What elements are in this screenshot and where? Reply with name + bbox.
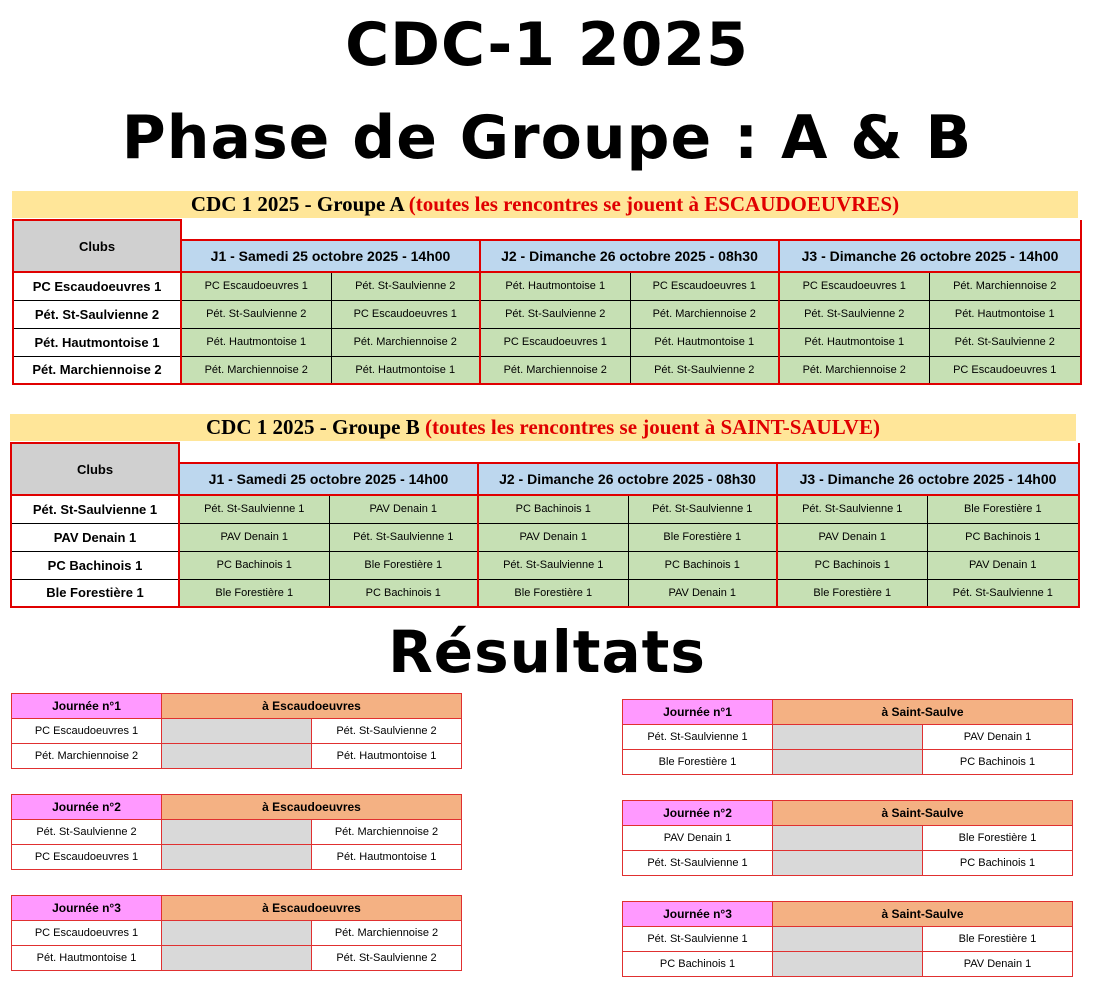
- results-title: Résultats: [388, 618, 706, 686]
- table-row: [13, 300, 1081, 328]
- table-row: [623, 750, 1073, 775]
- day-header-3: J3 - Dimanche 26 octobre 2025 - 14h00: [779, 240, 1081, 272]
- table-row: [13, 328, 1081, 356]
- venue-label: à Saint-Saulve: [773, 700, 1073, 725]
- group-b-schedule-table: [10, 442, 1080, 608]
- results-table-b-day-1: [622, 699, 1073, 775]
- away-team: PC Bachinois 1: [923, 750, 1073, 775]
- results-table-b-day-2: [622, 800, 1073, 876]
- score-cell[interactable]: [773, 826, 923, 851]
- results-table-a-day-1: [11, 693, 462, 769]
- match-cell: Ble Forestière 1: [329, 551, 478, 579]
- match-cell: Pét. St-Saulvienne 2: [480, 300, 630, 328]
- match-cell: Ble Forestière 1: [628, 523, 777, 551]
- club-name: Pét. St-Saulvienne 2: [13, 300, 181, 328]
- day-label: Journée n°2: [12, 795, 162, 820]
- club-name: Pét. St-Saulvienne 1: [11, 495, 179, 523]
- away-team: Pét. Marchiennoise 2: [312, 820, 462, 845]
- score-cell[interactable]: [162, 946, 312, 971]
- clubs-header: Clubs: [13, 220, 181, 272]
- match-cell: Pét. St-Saulvienne 1: [927, 579, 1079, 607]
- results-table-a-day-3: [11, 895, 462, 971]
- club-name: Pét. Marchiennoise 2: [13, 356, 181, 384]
- score-cell[interactable]: [162, 744, 312, 769]
- score-cell[interactable]: [773, 927, 923, 952]
- group-b-banner-location: (toutes les rencontres se jouent à SAINT-SAULVE): [424, 415, 880, 439]
- home-team: Pét. St-Saulvienne 1: [623, 927, 773, 952]
- home-team: PAV Denain 1: [623, 826, 773, 851]
- home-team: PC Escaudoeuvres 1: [12, 921, 162, 946]
- header-spacer: [181, 220, 1081, 240]
- results-table-b-day-3: [622, 901, 1073, 977]
- match-cell: Pét. St-Saulvienne 2: [331, 272, 480, 300]
- table-row: [12, 719, 462, 744]
- match-cell: PAV Denain 1: [478, 523, 628, 551]
- group-a-banner: [12, 191, 1078, 218]
- table-row: [12, 946, 462, 971]
- day-header-2: J2 - Dimanche 26 octobre 2025 - 08h30: [478, 463, 777, 495]
- group-a-banner-title: CDC 1 2025 - Groupe A: [190, 192, 409, 216]
- match-cell: Ble Forestière 1: [927, 495, 1079, 523]
- match-cell: Ble Forestière 1: [478, 579, 628, 607]
- clubs-header: Clubs: [11, 443, 179, 495]
- match-cell: Pét. St-Saulvienne 2: [779, 300, 929, 328]
- score-cell[interactable]: [773, 750, 923, 775]
- group-b-banner: [10, 414, 1076, 441]
- table-row: [13, 356, 1081, 384]
- table-row: [11, 495, 1079, 523]
- table-row: [11, 523, 1079, 551]
- match-cell: PAV Denain 1: [628, 579, 777, 607]
- score-cell[interactable]: [773, 851, 923, 876]
- day-header-2: J2 - Dimanche 26 octobre 2025 - 08h30: [480, 240, 779, 272]
- table-row: [623, 826, 1073, 851]
- match-cell: PAV Denain 1: [329, 495, 478, 523]
- match-cell: PC Escaudoeuvres 1: [630, 272, 779, 300]
- match-cell: Pét. Hautmontoise 1: [331, 356, 480, 384]
- venue-label: à Saint-Saulve: [773, 902, 1073, 927]
- match-cell: PC Bachinois 1: [927, 523, 1079, 551]
- home-team: PC Escaudoeuvres 1: [12, 719, 162, 744]
- day-label: Journée n°3: [623, 902, 773, 927]
- match-cell: PC Escaudoeuvres 1: [480, 328, 630, 356]
- home-team: PC Escaudoeuvres 1: [12, 845, 162, 870]
- match-cell: Pét. Hautmontoise 1: [779, 328, 929, 356]
- club-name: PC Escaudoeuvres 1: [13, 272, 181, 300]
- match-cell: Pét. Hautmontoise 1: [181, 328, 331, 356]
- home-team: Ble Forestière 1: [623, 750, 773, 775]
- away-team: PC Bachinois 1: [923, 851, 1073, 876]
- club-name: PAV Denain 1: [11, 523, 179, 551]
- match-cell: PAV Denain 1: [179, 523, 329, 551]
- home-team: Pét. St-Saulvienne 1: [623, 725, 773, 750]
- match-cell: Pét. St-Saulvienne 2: [630, 356, 779, 384]
- match-cell: PC Bachinois 1: [478, 495, 628, 523]
- score-cell[interactable]: [162, 719, 312, 744]
- away-team: Pét. Hautmontoise 1: [312, 744, 462, 769]
- match-cell: PAV Denain 1: [777, 523, 927, 551]
- table-row: [623, 952, 1073, 977]
- match-cell: PC Escaudoeuvres 1: [779, 272, 929, 300]
- table-row: [11, 551, 1079, 579]
- home-team: Pét. Hautmontoise 1: [12, 946, 162, 971]
- match-cell: Pét. Hautmontoise 1: [480, 272, 630, 300]
- day-header-1: J1 - Samedi 25 octobre 2025 - 14h00: [179, 463, 478, 495]
- match-cell: Pét. St-Saulvienne 1: [478, 551, 628, 579]
- match-cell: Pét. Marchiennoise 2: [779, 356, 929, 384]
- group-b-banner-title: CDC 1 2025 - Groupe B: [206, 415, 425, 439]
- score-cell[interactable]: [773, 952, 923, 977]
- score-cell[interactable]: [162, 820, 312, 845]
- table-row: [12, 921, 462, 946]
- page-subtitle: Phase de Groupe : A & B: [121, 103, 973, 173]
- match-cell: Pét. Marchiennoise 2: [630, 300, 779, 328]
- group-a-schedule-table: [12, 219, 1082, 385]
- match-cell: Ble Forestière 1: [179, 579, 329, 607]
- club-name: Ble Forestière 1: [11, 579, 179, 607]
- match-cell: Pét. St-Saulvienne 1: [628, 495, 777, 523]
- match-cell: PC Escaudoeuvres 1: [929, 356, 1081, 384]
- table-row: [12, 744, 462, 769]
- match-cell: PC Bachinois 1: [628, 551, 777, 579]
- match-cell: Pét. St-Saulvienne 1: [777, 495, 927, 523]
- table-row: [12, 845, 462, 870]
- away-team: Ble Forestière 1: [923, 927, 1073, 952]
- club-name: Pét. Hautmontoise 1: [13, 328, 181, 356]
- venue-label: à Escaudoeuvres: [162, 896, 462, 921]
- table-row: [12, 820, 462, 845]
- away-team: Ble Forestière 1: [923, 826, 1073, 851]
- club-name: PC Bachinois 1: [11, 551, 179, 579]
- away-team: Pét. Marchiennoise 2: [312, 921, 462, 946]
- venue-label: à Escaudoeuvres: [162, 694, 462, 719]
- match-cell: Pét. Marchiennoise 2: [480, 356, 630, 384]
- match-cell: PC Bachinois 1: [329, 579, 478, 607]
- match-cell: Pét. Marchiennoise 2: [181, 356, 331, 384]
- home-team: Pét. St-Saulvienne 2: [12, 820, 162, 845]
- day-label: Journée n°3: [12, 896, 162, 921]
- match-cell: PC Escaudoeuvres 1: [331, 300, 480, 328]
- day-label: Journée n°1: [12, 694, 162, 719]
- match-cell: PC Bachinois 1: [179, 551, 329, 579]
- results-table-a-day-2: [11, 794, 462, 870]
- home-team: Pét. St-Saulvienne 1: [623, 851, 773, 876]
- table-row: [11, 579, 1079, 607]
- group-a-banner-location: (toutes les rencontres se jouent à ESCAUDOEUVRES): [408, 192, 900, 216]
- day-label: Journée n°2: [623, 801, 773, 826]
- day-label: Journée n°1: [623, 700, 773, 725]
- home-team: PC Bachinois 1: [623, 952, 773, 977]
- venue-label: à Saint-Saulve: [773, 801, 1073, 826]
- away-team: PAV Denain 1: [923, 725, 1073, 750]
- match-cell: Pét. Hautmontoise 1: [929, 300, 1081, 328]
- match-cell: Pét. Marchiennoise 2: [929, 272, 1081, 300]
- match-cell: Pét. St-Saulvienne 1: [179, 495, 329, 523]
- table-row: [623, 851, 1073, 876]
- away-team: Pét. St-Saulvienne 2: [312, 719, 462, 744]
- day-header-1: J1 - Samedi 25 octobre 2025 - 14h00: [181, 240, 480, 272]
- score-cell[interactable]: [773, 725, 923, 750]
- header-spacer: [179, 443, 1079, 463]
- table-row: [623, 927, 1073, 952]
- match-cell: Pét. Marchiennoise 2: [331, 328, 480, 356]
- away-team: Pét. Hautmontoise 1: [312, 845, 462, 870]
- match-cell: Pét. St-Saulvienne 2: [181, 300, 331, 328]
- away-team: PAV Denain 1: [923, 952, 1073, 977]
- page-title: CDC-1 2025: [345, 10, 749, 80]
- match-cell: Pét. St-Saulvienne 2: [929, 328, 1081, 356]
- score-cell[interactable]: [162, 845, 312, 870]
- match-cell: Ble Forestière 1: [777, 579, 927, 607]
- away-team: Pét. St-Saulvienne 2: [312, 946, 462, 971]
- match-cell: PC Bachinois 1: [777, 551, 927, 579]
- home-team: Pét. Marchiennoise 2: [12, 744, 162, 769]
- table-row: [623, 725, 1073, 750]
- venue-label: à Escaudoeuvres: [162, 795, 462, 820]
- match-cell: PAV Denain 1: [927, 551, 1079, 579]
- match-cell: Pét. Hautmontoise 1: [630, 328, 779, 356]
- day-header-3: J3 - Dimanche 26 octobre 2025 - 14h00: [777, 463, 1079, 495]
- table-row: [13, 272, 1081, 300]
- match-cell: PC Escaudoeuvres 1: [181, 272, 331, 300]
- score-cell[interactable]: [162, 921, 312, 946]
- match-cell: Pét. St-Saulvienne 1: [329, 523, 478, 551]
